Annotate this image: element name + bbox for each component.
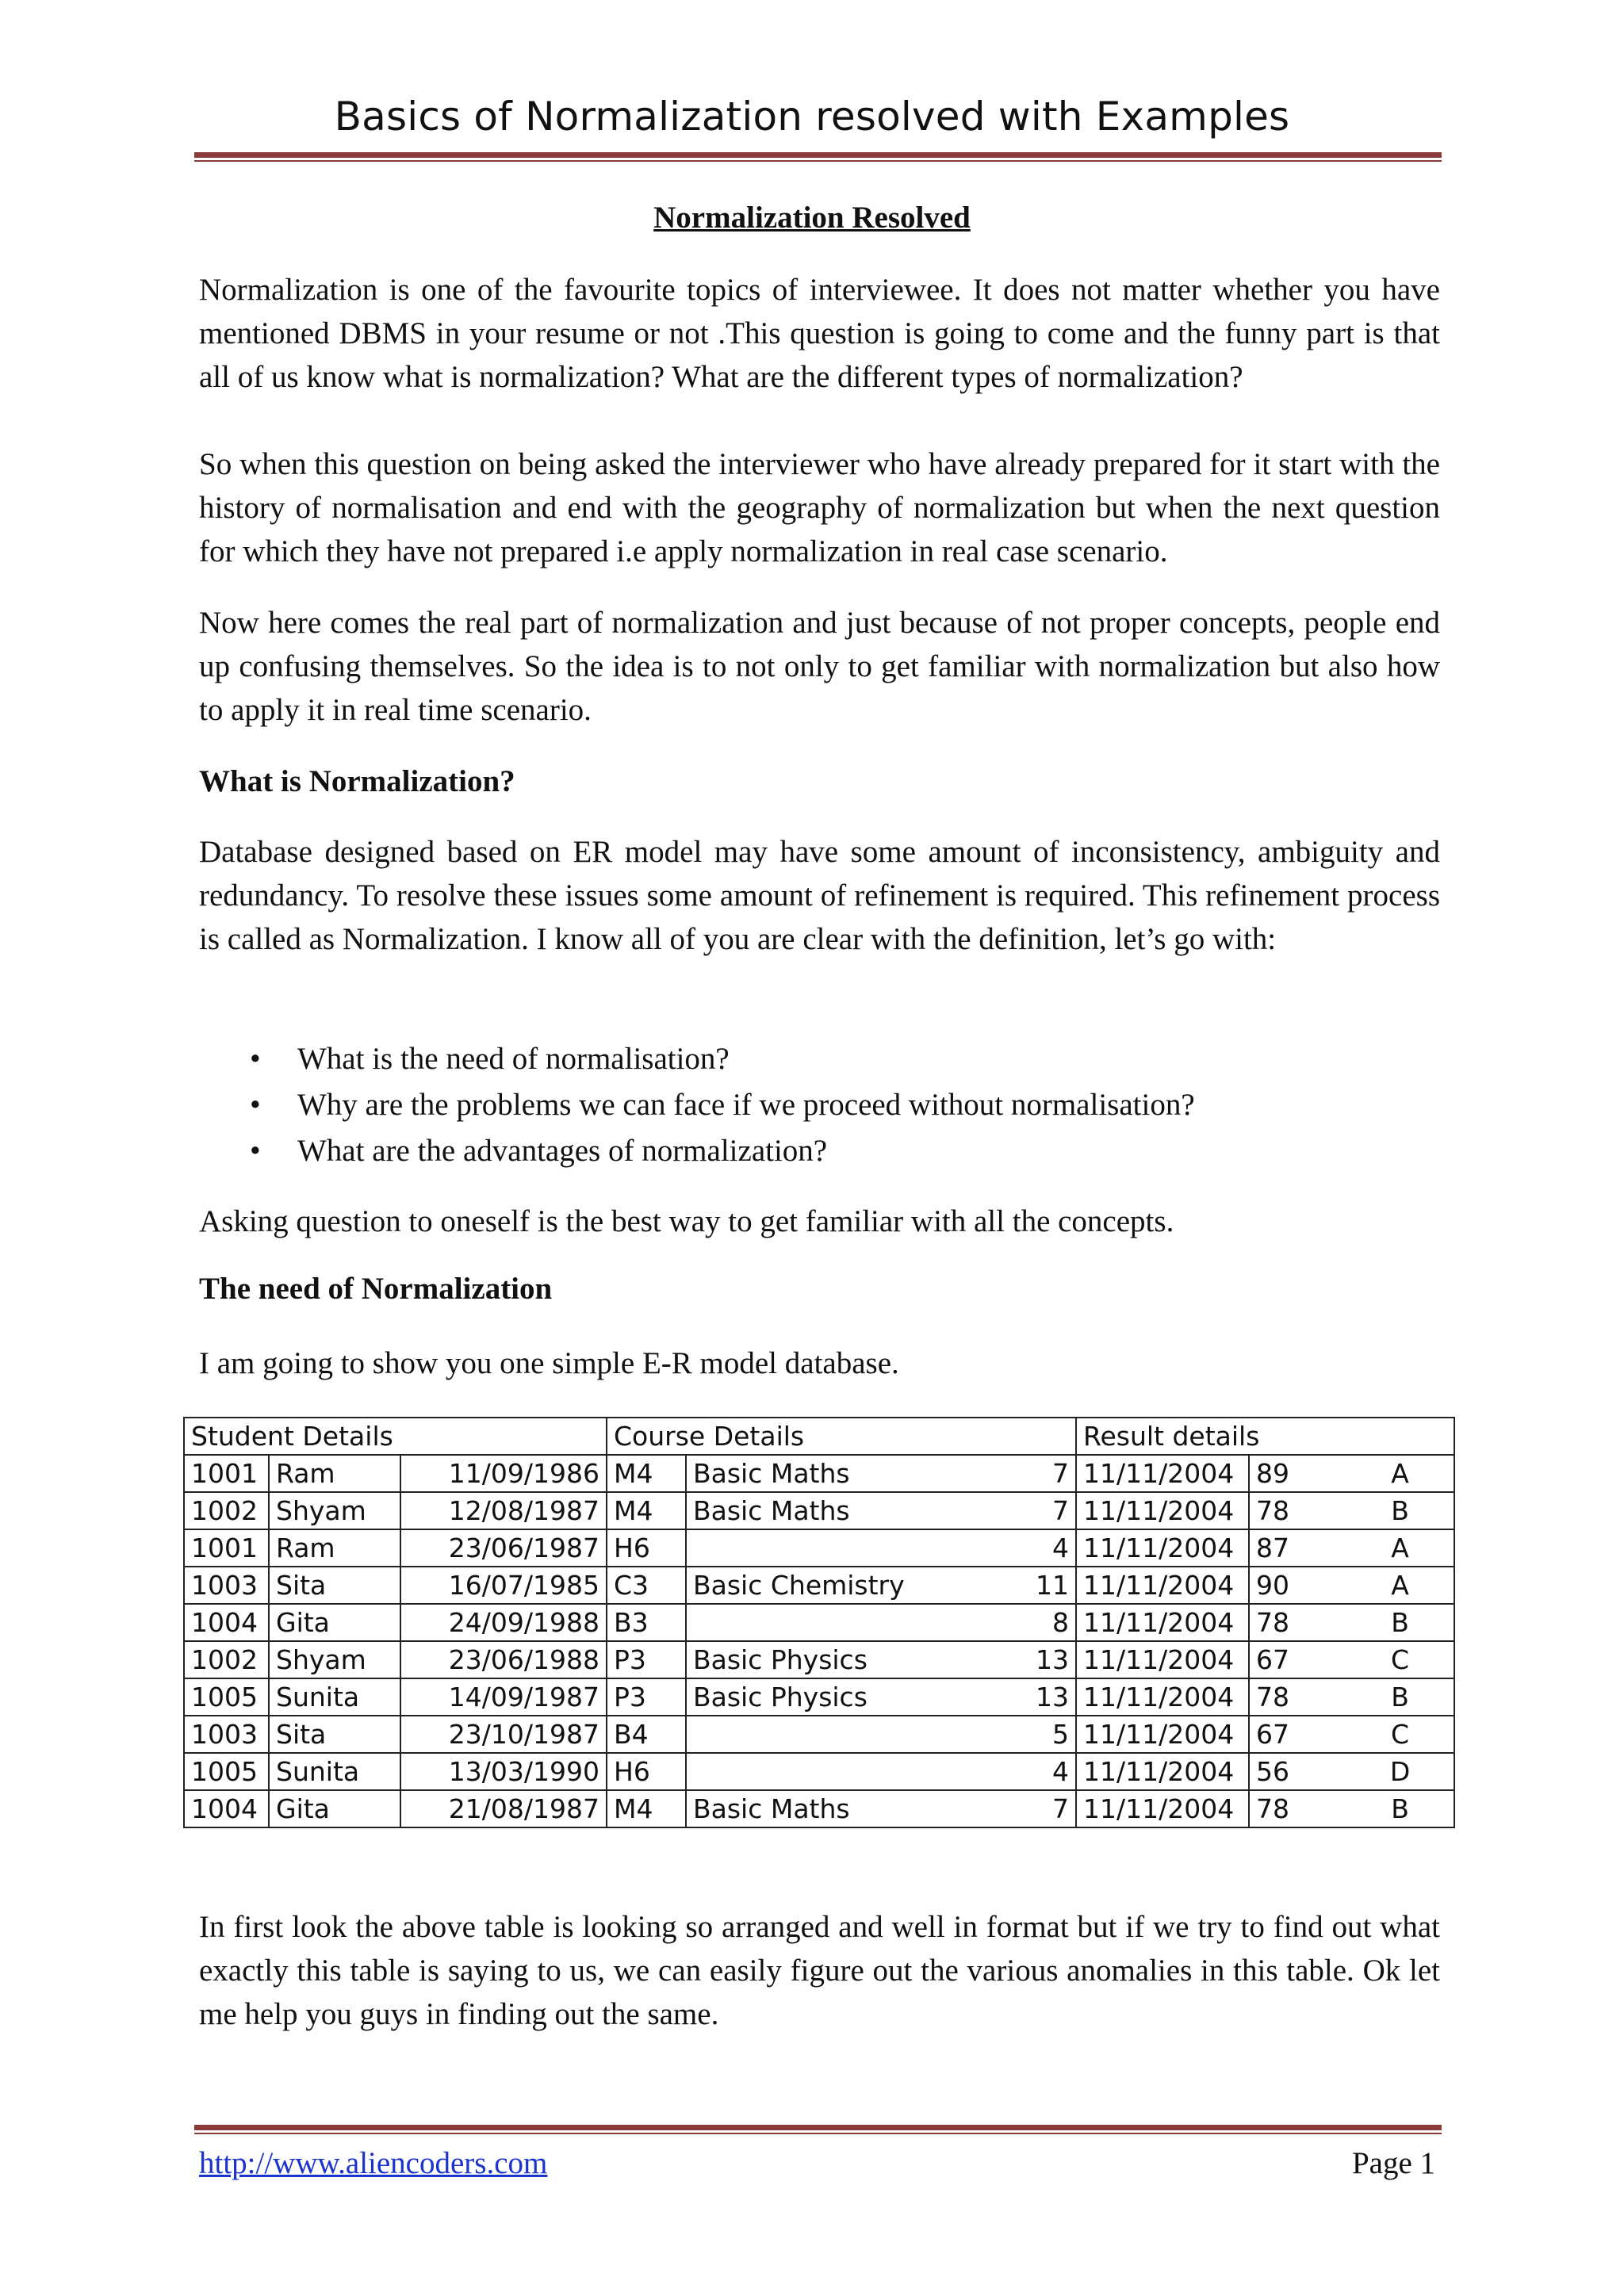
- cell-score: 56: [1249, 1753, 1346, 1790]
- cell-student-name: Shyam: [269, 1641, 400, 1678]
- cell-course-credits: 7: [927, 1790, 1076, 1827]
- cell-student-name: Sunita: [269, 1678, 400, 1716]
- cell-result-date: 11/11/2004: [1076, 1604, 1249, 1641]
- paragraph-anomalies: In first look the above table is looking so arranged and well in format but if we try to find out what exactly this table is saying to us, we can easily figure out the various anomalies in this table. Ok let me help you guys in finding out the same.: [199, 1910, 1440, 2031]
- cell-birth-date: 14/09/1987: [400, 1678, 607, 1716]
- cell-grade: D: [1346, 1753, 1454, 1790]
- cell-score: 89: [1249, 1455, 1346, 1492]
- table-row: [184, 1790, 1454, 1827]
- cell-course-credits: 5: [927, 1716, 1076, 1753]
- cell-grade: A: [1346, 1455, 1454, 1492]
- heading-what-is-normalization: What is Normalization?: [199, 764, 515, 798]
- cell-course-credits: 4: [927, 1529, 1076, 1567]
- cell-course-code: H6: [607, 1529, 686, 1567]
- cell-result-date: 11/11/2004: [1076, 1790, 1249, 1827]
- page-number: Page 1: [1351, 2146, 1435, 2180]
- cell-birth-date: 12/08/1987: [400, 1492, 607, 1529]
- cell-score: 78: [1249, 1790, 1346, 1827]
- cell-course-name: Basic Maths: [686, 1492, 927, 1529]
- table-row: [184, 1604, 1454, 1641]
- cell-course-name: Basic Physics: [686, 1641, 927, 1678]
- cell-score: 78: [1249, 1604, 1346, 1641]
- question-list: [199, 1036, 1195, 1174]
- cell-student-id: 1001: [184, 1455, 269, 1492]
- table-row: [184, 1678, 1454, 1716]
- list-item: [199, 1082, 1195, 1128]
- cell-course-code: H6: [607, 1753, 686, 1790]
- cell-score: 67: [1249, 1641, 1346, 1678]
- cell-birth-date: 16/07/1985: [400, 1567, 607, 1604]
- er-model-table: [183, 1417, 1455, 1828]
- cell-student-id: 1003: [184, 1716, 269, 1753]
- paragraph-asking: Asking question to oneself is the best way to get familiar with all the concepts.: [199, 1204, 1174, 1238]
- cell-student-id: 1001: [184, 1529, 269, 1567]
- cell-student-name: Ram: [269, 1455, 400, 1492]
- cell-birth-date: 11/09/1986: [400, 1455, 607, 1492]
- cell-course-code: M4: [607, 1455, 686, 1492]
- cell-student-id: 1005: [184, 1678, 269, 1716]
- cell-course-credits: 11: [927, 1567, 1076, 1604]
- cell-birth-date: 13/03/1990: [400, 1753, 607, 1790]
- cell-student-name: Gita: [269, 1604, 400, 1641]
- cell-course-name: [686, 1753, 927, 1790]
- header-result-details: Result details: [1076, 1418, 1454, 1455]
- bullet-icon: •: [250, 1088, 261, 1122]
- cell-result-date: 11/11/2004: [1076, 1567, 1249, 1604]
- table-row: [184, 1641, 1454, 1678]
- paragraph-er-intro: I am going to show you one simple E-R model database.: [199, 1346, 899, 1380]
- table-row: [184, 1567, 1454, 1604]
- table-row: [184, 1492, 1454, 1529]
- cell-course-credits: 7: [927, 1455, 1076, 1492]
- cell-course-name: [686, 1604, 927, 1641]
- cell-student-name: Sita: [269, 1567, 400, 1604]
- cell-student-name: Gita: [269, 1790, 400, 1827]
- cell-course-code: M4: [607, 1790, 686, 1827]
- cell-result-date: 11/11/2004: [1076, 1753, 1249, 1790]
- cell-grade: B: [1346, 1492, 1454, 1529]
- cell-result-date: 11/11/2004: [1076, 1678, 1249, 1716]
- cell-grade: B: [1346, 1604, 1454, 1641]
- cell-course-code: B4: [607, 1716, 686, 1753]
- cell-course-name: Basic Maths: [686, 1790, 927, 1827]
- cell-course-code: C3: [607, 1567, 686, 1604]
- paragraph-real-part: Now here comes the real part of normalization and just because of not proper concepts, people end up confusing themselves. So the idea is to not only to get familiar with normalization but also how to apply it in real time scenario.: [199, 606, 1440, 727]
- cell-birth-date: 21/08/1987: [400, 1790, 607, 1827]
- list-item-text: Why are the problems we can face if we proceed without normalisation?: [297, 1088, 1195, 1122]
- table-row: [184, 1529, 1454, 1567]
- section-title: Normalization Resolved: [653, 201, 971, 235]
- footer-website-link[interactable]: http://www.aliencoders.com: [199, 2146, 548, 2180]
- cell-course-credits: 7: [927, 1492, 1076, 1529]
- cell-birth-date: 23/06/1987: [400, 1529, 607, 1567]
- table-header-row: [184, 1418, 1454, 1455]
- cell-student-name: Sunita: [269, 1753, 400, 1790]
- list-item: [199, 1128, 1195, 1174]
- cell-student-id: 1002: [184, 1641, 269, 1678]
- cell-result-date: 11/11/2004: [1076, 1641, 1249, 1678]
- cell-score: 67: [1249, 1716, 1346, 1753]
- cell-student-name: Sita: [269, 1716, 400, 1753]
- cell-course-name: Basic Physics: [686, 1678, 927, 1716]
- list-item-text: What is the need of normalisation?: [297, 1042, 730, 1076]
- header-course-details: Course Details: [607, 1418, 1076, 1455]
- cell-score: 78: [1249, 1492, 1346, 1529]
- cell-student-name: Ram: [269, 1529, 400, 1567]
- paragraph-intro: Normalization is one of the favourite topics of interviewee. It does not matter whether you have mentioned DBMS in your resume or not .This question is going to come and the funny part is that all of us know what is normalization? What are the different types of normalization?: [199, 273, 1440, 394]
- cell-course-code: M4: [607, 1492, 686, 1529]
- heading-need-of-normalization: The need of Normalization: [199, 1272, 553, 1306]
- table-row: [184, 1716, 1454, 1753]
- cell-birth-date: 23/06/1988: [400, 1641, 607, 1678]
- cell-course-name: [686, 1529, 927, 1567]
- list-item-text: What are the advantages of normalization?: [297, 1134, 828, 1168]
- cell-student-id: 1005: [184, 1753, 269, 1790]
- cell-course-name: Basic Chemistry: [686, 1567, 927, 1604]
- cell-student-id: 1002: [184, 1492, 269, 1529]
- cell-grade: B: [1346, 1790, 1454, 1827]
- page-header-title: Basics of Normalization resolved with Examples: [334, 94, 1290, 140]
- cell-grade: A: [1346, 1567, 1454, 1604]
- cell-grade: C: [1346, 1641, 1454, 1678]
- list-item: [199, 1036, 1195, 1082]
- cell-birth-date: 24/09/1988: [400, 1604, 607, 1641]
- paragraph-definition: Database designed based on ER model may have some amount of inconsistency, ambiguity and redundancy. To resolve these issues some amount of refinement is required. This refinement process is called as Normalization. I know all of you are clear with the definition, let’s go with:: [199, 835, 1440, 956]
- cell-course-code: P3: [607, 1641, 686, 1678]
- cell-course-code: B3: [607, 1604, 686, 1641]
- footer-rule: [194, 2125, 1442, 2134]
- header-rule: [194, 152, 1442, 162]
- cell-result-date: 11/11/2004: [1076, 1455, 1249, 1492]
- cell-result-date: 11/11/2004: [1076, 1529, 1249, 1567]
- cell-student-id: 1004: [184, 1604, 269, 1641]
- header-student-details: Student Details: [184, 1418, 607, 1455]
- cell-birth-date: 23/10/1987: [400, 1716, 607, 1753]
- table-row: [184, 1455, 1454, 1492]
- cell-score: 87: [1249, 1529, 1346, 1567]
- cell-score: 90: [1249, 1567, 1346, 1604]
- cell-course-credits: 13: [927, 1641, 1076, 1678]
- cell-course-credits: 8: [927, 1604, 1076, 1641]
- paragraph-history: So when this question on being asked the interviewer who have already prepared for it start with the history of normalisation and end with the geography of normalization but when the next question for which they have not prepared i.e apply normalization in real case scenario.: [199, 447, 1440, 568]
- cell-grade: C: [1346, 1716, 1454, 1753]
- bullet-icon: •: [250, 1134, 261, 1168]
- cell-course-credits: 13: [927, 1678, 1076, 1716]
- cell-student-id: 1003: [184, 1567, 269, 1604]
- cell-result-date: 11/11/2004: [1076, 1492, 1249, 1529]
- cell-course-code: P3: [607, 1678, 686, 1716]
- cell-course-name: Basic Maths: [686, 1455, 927, 1492]
- cell-course-credits: 4: [927, 1753, 1076, 1790]
- cell-grade: A: [1346, 1529, 1454, 1567]
- cell-grade: B: [1346, 1678, 1454, 1716]
- bullet-icon: •: [250, 1042, 261, 1076]
- table-row: [184, 1753, 1454, 1790]
- cell-student-name: Shyam: [269, 1492, 400, 1529]
- cell-course-name: [686, 1716, 927, 1753]
- cell-score: 78: [1249, 1678, 1346, 1716]
- cell-student-id: 1004: [184, 1790, 269, 1827]
- cell-result-date: 11/11/2004: [1076, 1716, 1249, 1753]
